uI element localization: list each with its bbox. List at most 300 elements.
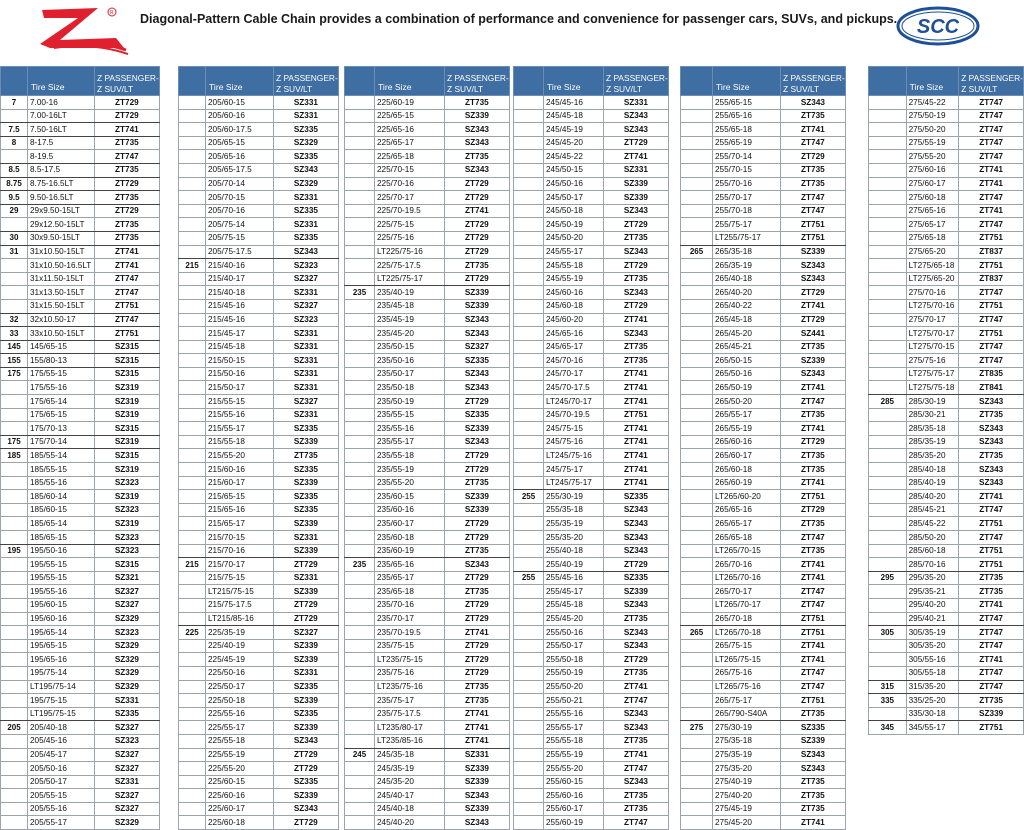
rim-size-cell (514, 272, 544, 286)
chain-model-cell: SZ343 (274, 734, 339, 748)
rim-size-cell (179, 286, 206, 300)
table-header-row (681, 67, 846, 96)
tire-size-cell: 205/65-16 (206, 150, 274, 164)
rim-size-cell: 29 (1, 204, 28, 218)
table-row (1, 191, 160, 205)
rim-size-cell (681, 218, 713, 232)
table-row (345, 503, 510, 517)
chain-model-cell: ZT729 (445, 531, 510, 545)
rim-size-cell (179, 354, 206, 368)
tire-size-cell: 225/55-20 (206, 762, 274, 776)
tire-size-cell: 205/45-17 (28, 748, 95, 762)
chain-model-cell: ZT735 (604, 354, 669, 368)
table-row (869, 517, 1024, 531)
rim-size-cell (179, 490, 206, 504)
table-row (179, 544, 339, 558)
tire-size-cell: 265/75-17 (713, 694, 781, 708)
rim-size-cell (1, 598, 28, 612)
tire-size-cell: 305/55-16 (906, 653, 959, 667)
tire-size-cell: 245/75-15 (544, 422, 604, 436)
tire-size-cell: 245/70-17 (544, 367, 604, 381)
tire-size-cell: 265/60-19 (713, 476, 781, 490)
table-row (345, 694, 510, 708)
tire-size-cell: 205/55-17 (28, 816, 95, 830)
chain-model-cell: ZT735 (445, 544, 510, 558)
header-z-passenger: Z PASSENGER- (783, 73, 845, 83)
rim-size-cell (1, 286, 28, 300)
table-row (179, 218, 339, 232)
rim-size-cell (345, 299, 375, 313)
chain-model-cell: SZ323 (274, 313, 339, 327)
rim-size-cell (681, 354, 713, 368)
table-row (1, 612, 160, 626)
tire-size-cell: 205/50-16 (28, 762, 95, 776)
table-row (179, 381, 339, 395)
rim-size-cell (869, 231, 907, 245)
rim-size-cell: 195 (1, 544, 28, 558)
table-row (514, 734, 669, 748)
chain-model-cell: SZ339 (959, 707, 1024, 721)
tire-size-cell: 265/60-17 (713, 449, 781, 463)
chain-model-cell: SZ331 (274, 96, 339, 110)
tire-size-cell: 255/65-19 (713, 136, 781, 150)
rim-size-cell (514, 191, 544, 205)
chain-model-cell: ZT741 (445, 626, 510, 640)
rim-size-cell (345, 367, 375, 381)
chain-model-cell: ZT735 (781, 544, 846, 558)
table-row (514, 789, 669, 803)
chain-model-cell: ZT751 (781, 490, 846, 504)
rim-size-cell: 255 (514, 490, 544, 504)
table-row (345, 490, 510, 504)
rim-size-cell (514, 666, 544, 680)
chain-model-cell: ZT751 (95, 299, 160, 313)
tire-size-cell: 225/55-19 (206, 748, 274, 762)
rim-size-cell (345, 639, 375, 653)
table-row (869, 381, 1024, 395)
tire-size-cell: 265/45-18 (713, 313, 781, 327)
chain-model-cell: SZ343 (959, 463, 1024, 477)
table-row (869, 612, 1024, 626)
table-row (179, 136, 339, 150)
table-row (869, 395, 1024, 409)
tire-size-cell: 205/50-17 (28, 775, 95, 789)
tire-size-cell: 285/40-20 (906, 490, 959, 504)
rim-size-cell (681, 123, 713, 137)
chain-model-cell: ZT747 (959, 286, 1024, 300)
tire-size-cell: 245/55-18 (544, 259, 604, 273)
chain-model-cell: ZT741 (781, 299, 846, 313)
rim-size-cell (1, 503, 28, 517)
chain-model-cell: SZ327 (95, 762, 160, 776)
table-row (1, 680, 160, 694)
scc-logo (896, 6, 980, 46)
rim-size-cell (179, 775, 206, 789)
tire-size-cell: 275/40-20 (713, 789, 781, 803)
chain-model-cell: ZT729 (445, 463, 510, 477)
table-row (345, 313, 510, 327)
tire-size-cell: 215/45-17 (206, 327, 274, 341)
table-row (1, 558, 160, 572)
table-row (681, 204, 846, 218)
rim-size-cell: 215 (179, 558, 206, 572)
rim-size-cell (1, 299, 28, 313)
header-z-passenger: Z PASSENGER- (606, 73, 668, 83)
chain-model-cell: ZT841 (959, 381, 1024, 395)
tire-size-cell: 225/60-17 (206, 802, 274, 816)
table-row (345, 136, 510, 150)
rim-size-cell (179, 218, 206, 232)
rim-size-cell (681, 789, 713, 803)
chain-model-cell: ZT741 (604, 395, 669, 409)
table-row (681, 531, 846, 545)
table-row (681, 286, 846, 300)
tire-size-cell: 265/55-19 (713, 422, 781, 436)
chain-model-cell: ZT741 (445, 707, 510, 721)
table-row (345, 435, 510, 449)
header-rim-cell (681, 67, 713, 96)
page-title: Diagonal-Pattern Cable Chain provides a combination of performance and convenience for passenger cars, SUVs, and pickups. (140, 12, 898, 26)
tire-size-cell: LT265/70-18 (713, 626, 781, 640)
table-row (1, 734, 160, 748)
chain-model-cell: ZT751 (959, 721, 1024, 735)
tire-size-cell: 275/60-16 (906, 163, 959, 177)
chain-model-cell: ZT729 (95, 109, 160, 123)
table-row (179, 395, 339, 409)
chain-model-cell: ZT741 (781, 558, 846, 572)
rim-size-cell (681, 136, 713, 150)
tire-size-cell: 235/65-16 (375, 558, 445, 572)
tire-size-cell: 195/60-16 (28, 612, 95, 626)
chain-model-cell: ZT747 (781, 136, 846, 150)
rim-size-cell (1, 653, 28, 667)
table-row (514, 123, 669, 137)
chain-model-cell: ZT729 (781, 150, 846, 164)
tire-size-cell: 235/55-18 (375, 449, 445, 463)
chain-model-cell: ZT741 (781, 476, 846, 490)
rim-size-cell (681, 707, 713, 721)
chain-model-cell: SZ343 (604, 531, 669, 545)
table-row (1, 571, 160, 585)
chain-model-cell: ZT747 (959, 218, 1024, 232)
table-header-row (1, 67, 160, 96)
rim-size-cell: 7.5 (1, 123, 28, 137)
chain-model-cell: ZT729 (445, 395, 510, 409)
chain-model-cell: SZ339 (781, 354, 846, 368)
table-row (179, 789, 339, 803)
chain-model-cell: ZT741 (959, 163, 1024, 177)
rim-size-cell (869, 109, 907, 123)
chain-model-cell: SZ327 (95, 802, 160, 816)
table-row (1, 327, 160, 341)
rim-size-cell (179, 531, 206, 545)
table-row (179, 707, 339, 721)
rim-size-cell (514, 775, 544, 789)
rim-size-cell (681, 395, 713, 409)
chain-model-cell: SZ335 (604, 490, 669, 504)
table-row (1, 775, 160, 789)
chain-model-cell: ZT735 (95, 231, 160, 245)
table-row (345, 571, 510, 585)
header-chain-model (781, 67, 846, 96)
tire-size-cell: 195/65-14 (28, 626, 95, 640)
table-row (345, 327, 510, 341)
tire-size-cell: 215/70-17 (206, 558, 274, 572)
table-row (681, 653, 846, 667)
tire-size-cell: 275/45-20 (713, 816, 781, 830)
table-row (345, 259, 510, 273)
tire-size-cell: 215/55-18 (206, 435, 274, 449)
rim-size-cell (179, 313, 206, 327)
table-row (1, 204, 160, 218)
tire-size-cell: 265/55-17 (713, 408, 781, 422)
rim-size-cell (179, 367, 206, 381)
table-row (514, 503, 669, 517)
tire-size-cell: 195/65-15 (28, 639, 95, 653)
chain-model-cell: SZ339 (445, 299, 510, 313)
table-row (681, 313, 846, 327)
chain-model-cell: SZ335 (445, 354, 510, 368)
tire-size-cell: 30x9.50-15LT (28, 231, 95, 245)
size-table-3 (344, 66, 510, 830)
rim-size-cell (681, 327, 713, 341)
rim-size-cell (179, 435, 206, 449)
header-chain-model (959, 67, 1024, 96)
tire-size-cell: 295/35-20 (906, 571, 959, 585)
table-row (345, 544, 510, 558)
chain-model-cell: SZ335 (274, 463, 339, 477)
rim-size-cell (345, 544, 375, 558)
rim-size-cell (345, 503, 375, 517)
chain-model-cell: SZ339 (445, 503, 510, 517)
table-row (869, 476, 1024, 490)
table-row (179, 748, 339, 762)
chain-model-cell: ZT747 (959, 680, 1024, 694)
header-z-passenger: Z PASSENGER- (97, 73, 159, 83)
rim-size-cell (869, 585, 907, 599)
tire-size-cell: 245/70-16 (544, 354, 604, 368)
rim-size-cell (1, 762, 28, 776)
tire-size-cell: 205/45-16 (28, 734, 95, 748)
chain-model-cell: ZT751 (959, 544, 1024, 558)
rim-size-cell: 33 (1, 327, 28, 341)
tire-size-cell: 205/60-15 (206, 96, 274, 110)
chain-model-cell: SZ319 (95, 463, 160, 477)
rim-size-cell (345, 272, 375, 286)
rim-size-cell (514, 150, 544, 164)
tire-size-cell: 7.00-16LT (28, 109, 95, 123)
chain-model-cell: SZ331 (274, 340, 339, 354)
chain-model-cell: SZ335 (274, 775, 339, 789)
chain-model-cell: SZ331 (274, 218, 339, 232)
rim-size-cell: 275 (681, 721, 713, 735)
chain-model-cell: SZ343 (604, 517, 669, 531)
table-row (681, 490, 846, 504)
chain-model-cell: ZT741 (445, 721, 510, 735)
table-row (869, 272, 1024, 286)
tire-size-cell: 225/55-17 (206, 721, 274, 735)
rim-size-cell (179, 463, 206, 477)
rim-size-cell (514, 177, 544, 191)
rim-size-cell (681, 748, 713, 762)
table-row (869, 313, 1024, 327)
rim-size-cell (179, 544, 206, 558)
tire-size-cell: 245/65-17 (544, 340, 604, 354)
tire-size-cell: 285/35-19 (906, 435, 959, 449)
rim-size-cell (869, 503, 907, 517)
table-row (179, 775, 339, 789)
chain-model-cell: ZT735 (959, 694, 1024, 708)
tire-size-cell: 275/65-17 (906, 218, 959, 232)
table-row (869, 245, 1024, 259)
table-row (514, 694, 669, 708)
rim-size-cell (345, 150, 375, 164)
table-row (514, 653, 669, 667)
chain-model-cell: SZ319 (95, 517, 160, 531)
table-row (869, 571, 1024, 585)
table-row (1, 666, 160, 680)
table-row (869, 191, 1024, 205)
table-row (869, 531, 1024, 545)
rim-size-cell (345, 395, 375, 409)
chain-model-cell: ZT747 (959, 313, 1024, 327)
rim-size-cell (514, 789, 544, 803)
tire-size-cell: LT265/70-17 (713, 598, 781, 612)
tire-size-cell: 235/45-18 (375, 299, 445, 313)
chain-model-cell: ZT741 (781, 571, 846, 585)
table-row (1, 150, 160, 164)
svg-text:SCC: SCC (916, 16, 960, 38)
chain-model-cell: SZ343 (604, 775, 669, 789)
table-row (179, 299, 339, 313)
chain-model-cell: ZT747 (95, 150, 160, 164)
rim-size-cell: 145 (1, 340, 28, 354)
rim-size-cell: 175 (1, 367, 28, 381)
table-row (345, 626, 510, 640)
rim-size-cell (345, 612, 375, 626)
tire-size-cell: 235/75-17 (375, 694, 445, 708)
tire-size-cell: 225/65-18 (375, 150, 445, 164)
tire-size-cell: LT275/70-16 (906, 299, 959, 313)
rim-size-cell (681, 639, 713, 653)
table-row (345, 721, 510, 735)
chain-model-cell: ZT735 (781, 789, 846, 803)
tire-size-cell: LT215/85-16 (206, 612, 274, 626)
tire-size-cell: 245/35-18 (375, 748, 445, 762)
header-tire-size: Tire Size (206, 67, 274, 96)
tire-size-cell: 29x12.50-15LT (28, 218, 95, 232)
chain-model-cell: SZ339 (274, 435, 339, 449)
table-row (681, 218, 846, 232)
rim-size-cell (681, 775, 713, 789)
tire-size-cell: 255/40-18 (544, 544, 604, 558)
rim-size-cell (869, 558, 907, 572)
tire-size-cell: 225/60-19 (375, 96, 445, 110)
rim-size-cell (514, 422, 544, 436)
rim-size-cell (1, 272, 28, 286)
table-row (1, 109, 160, 123)
chain-model-cell: ZT735 (95, 191, 160, 205)
table-row (345, 762, 510, 776)
rim-size-cell (869, 367, 907, 381)
table-row (1, 163, 160, 177)
table-row (179, 585, 339, 599)
chain-model-cell: ZT741 (604, 367, 669, 381)
table-row (514, 666, 669, 680)
chain-model-cell: SZ343 (445, 558, 510, 572)
table-row (345, 816, 510, 830)
tire-size-cell: 225/55-18 (206, 734, 274, 748)
tire-size-cell: 225/65-15 (375, 109, 445, 123)
table-row (514, 299, 669, 313)
rim-size-cell (681, 191, 713, 205)
chain-model-cell: ZT741 (95, 259, 160, 273)
table-row (869, 177, 1024, 191)
chain-model-cell: SZ343 (274, 802, 339, 816)
chain-model-cell: ZT735 (95, 218, 160, 232)
chain-model-cell: ZT735 (781, 177, 846, 191)
table-row (514, 476, 669, 490)
rim-size-cell (179, 476, 206, 490)
tire-size-cell: 285/50-20 (906, 531, 959, 545)
tire-size-cell: 265/70-17 (713, 585, 781, 599)
rim-size-cell: 225 (179, 626, 206, 640)
chain-model-cell: SZ339 (274, 544, 339, 558)
chain-model-cell: ZT741 (604, 381, 669, 395)
rim-size-cell (514, 585, 544, 599)
table-row (1, 435, 160, 449)
chain-model-cell: ZT735 (781, 163, 846, 177)
chain-model-cell: SZ339 (274, 653, 339, 667)
tire-size-cell: 225/45-19 (206, 653, 274, 667)
chain-model-cell: ZT735 (445, 96, 510, 110)
rim-size-cell (514, 218, 544, 232)
table-row (514, 531, 669, 545)
chain-model-cell: SZ323 (95, 531, 160, 545)
tire-size-cell: 235/65-17 (375, 571, 445, 585)
table-row (345, 218, 510, 232)
chain-model-cell: SZ335 (95, 707, 160, 721)
table-row (869, 204, 1024, 218)
tire-size-cell: LT265/70-15 (713, 544, 781, 558)
table-row (681, 449, 846, 463)
chain-model-cell: SZ343 (959, 422, 1024, 436)
rim-size-cell (681, 762, 713, 776)
rim-size-cell (345, 653, 375, 667)
table-row (1, 598, 160, 612)
chain-model-cell: ZT735 (274, 449, 339, 463)
rim-size-cell (681, 449, 713, 463)
table-row (681, 598, 846, 612)
tire-size-cell: LT235/80-17 (375, 721, 445, 735)
table-row (514, 598, 669, 612)
tire-size-cell: 245/45-16 (544, 96, 604, 110)
rim-size-cell (345, 816, 375, 830)
chain-model-cell: SZ343 (781, 272, 846, 286)
chain-model-cell: ZT729 (274, 558, 339, 572)
rim-size-cell (869, 666, 907, 680)
chain-model-cell: ZT747 (959, 612, 1024, 626)
rim-size-cell (869, 544, 907, 558)
table-row (514, 313, 669, 327)
table-row (681, 666, 846, 680)
rim-size-cell (681, 463, 713, 477)
rim-size-cell (869, 245, 907, 259)
rim-size-cell (681, 666, 713, 680)
table-row (179, 259, 339, 273)
table-row (681, 231, 846, 245)
tire-size-cell: 185/60-15 (28, 503, 95, 517)
